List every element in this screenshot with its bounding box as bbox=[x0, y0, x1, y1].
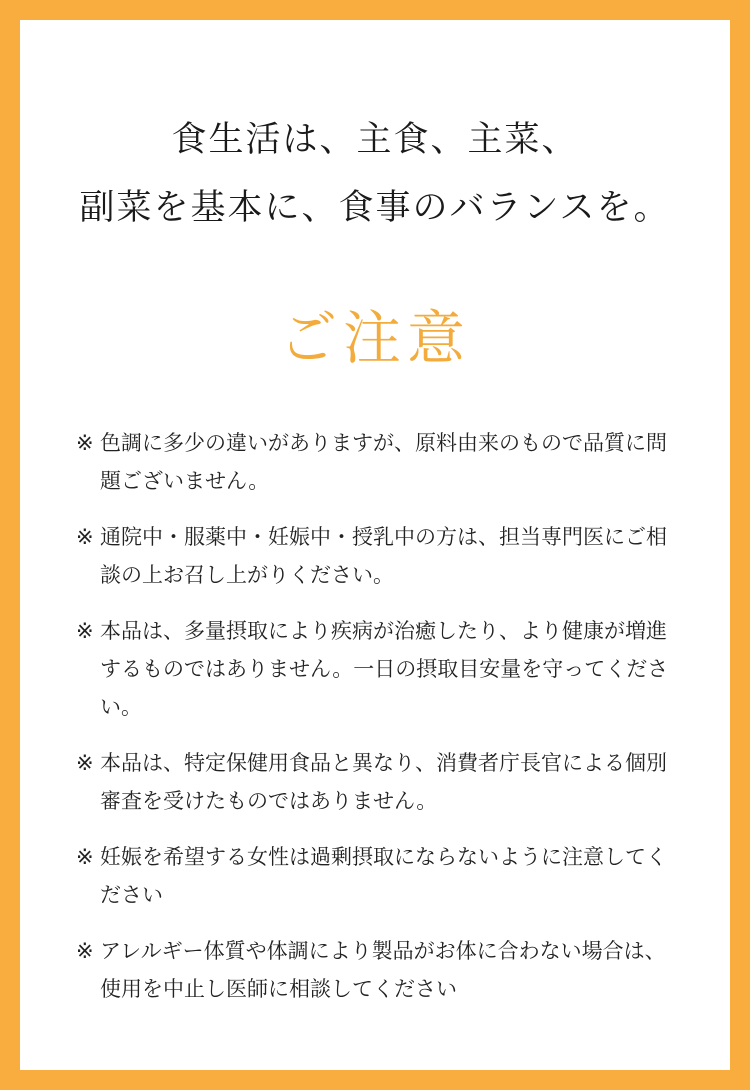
headline-line-1: 食生活は、主食、主菜、 bbox=[171, 120, 579, 160]
note-mark: ※ bbox=[76, 845, 94, 869]
notice-item bbox=[76, 932, 686, 1008]
note-mark: ※ bbox=[76, 525, 94, 549]
notice-item bbox=[76, 612, 686, 726]
notice-item bbox=[76, 744, 686, 820]
notice-item-text: 妊娠を希望する女性は過剰摂取にならないように注意してください bbox=[100, 845, 667, 907]
notice-title: ご注意 bbox=[278, 304, 471, 372]
note-mark: ※ bbox=[76, 619, 94, 643]
notice-list bbox=[76, 424, 686, 1026]
headline-line-2: 副菜を基本に、食事のバランスを。 bbox=[79, 188, 671, 228]
notice-card bbox=[20, 20, 730, 1070]
notice-item bbox=[76, 518, 686, 594]
note-mark: ※ bbox=[76, 431, 94, 455]
note-mark: ※ bbox=[76, 751, 94, 775]
notice-item-text: 本品は、多量摂取により疾病が治癒したり、より健康が増進するものではありません。一日の摂取目安量を守ってください。 bbox=[100, 619, 669, 719]
notice-item-text: アレルギー体質や体調により製品がお体に合わない場合は、使用を中止し医師に相談してください bbox=[100, 939, 666, 1001]
notice-item bbox=[76, 838, 686, 914]
note-mark: ※ bbox=[76, 939, 94, 963]
notice-item-text: 色調に多少の違いがありますが、原料由来のもので品質に問題ございません。 bbox=[100, 431, 667, 493]
notice-item-text: 本品は、特定保健用食品と異なり、消費者庁長官による個別審査を受けたものではありません。 bbox=[100, 751, 667, 813]
notice-item bbox=[76, 424, 686, 500]
notice-item-text: 通院中・服薬中・妊娠中・授乳中の方は、担当専門医にご相談の上お召し上がりください。 bbox=[100, 525, 667, 587]
headline bbox=[20, 106, 730, 242]
